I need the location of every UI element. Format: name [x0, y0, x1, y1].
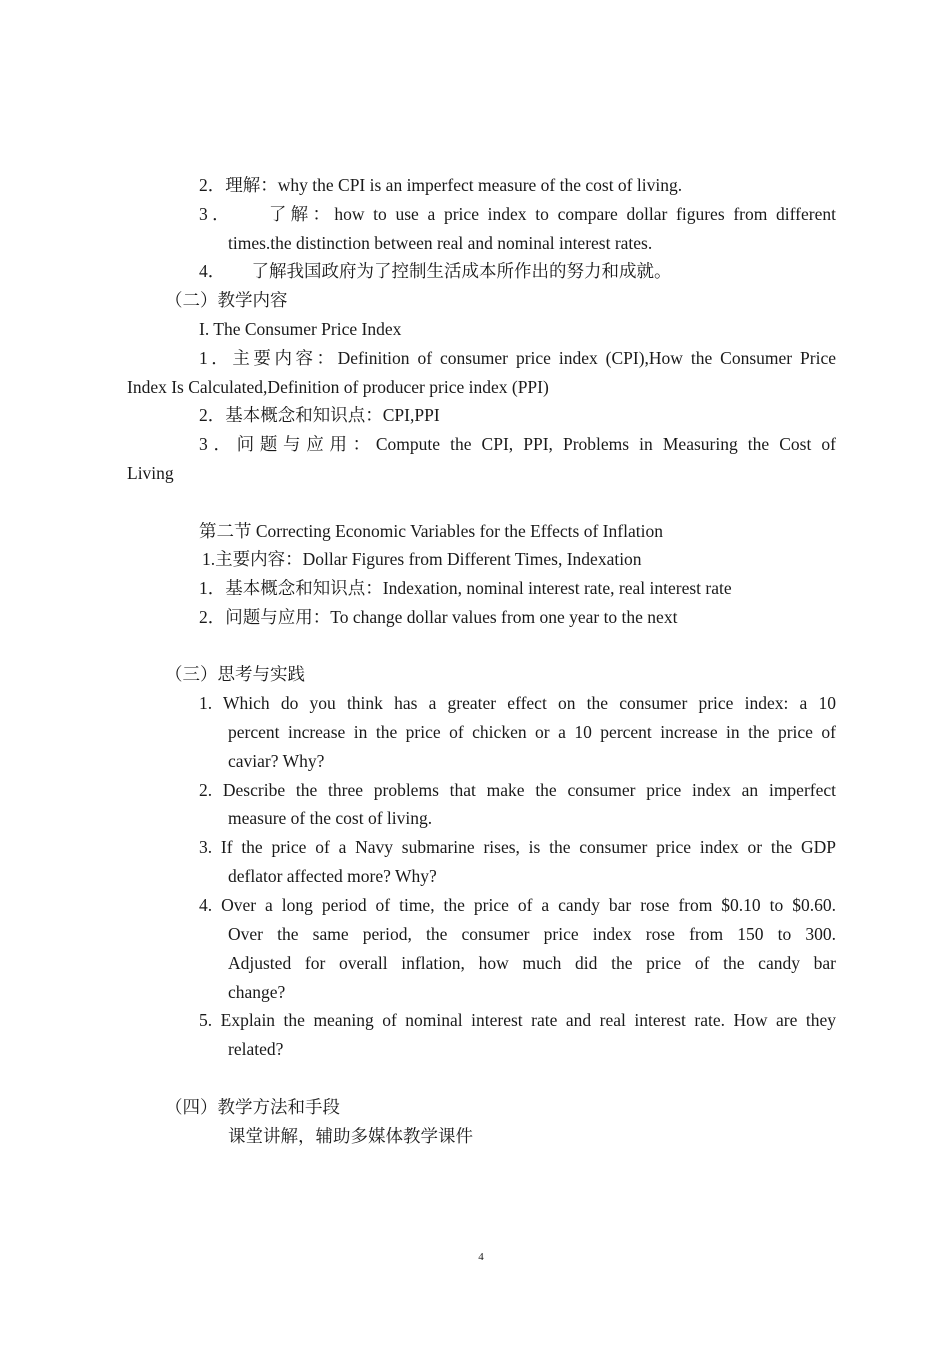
- question-2-line2: measure of the cost of living.: [228, 808, 433, 828]
- question-3-line1: 3. If the price of a Navy submarine rises, is the consumer price index or the GDP: [199, 837, 836, 857]
- main-content-line1: 1．主要内容：Definition of consumer price index (CPI),How the Consumer Price: [199, 348, 836, 368]
- section-four-content: 课堂讲解，辅助多媒体教学课件: [228, 1126, 473, 1146]
- concepts-line: 2．基本概念和知识点：CPI,PPI: [199, 405, 440, 425]
- question-3-line2: deflator affected more? Why?: [228, 866, 437, 886]
- question-5-line2: related?: [228, 1039, 284, 1059]
- objective-3-line1: 3． 了解：how to use a price index to compare dollar figures from different: [199, 204, 836, 224]
- application-line1: 3．问题与应用：Compute the CPI, PPI, Problems in Measuring the Cost of: [199, 434, 836, 454]
- objective-4: 4． 了解我国政府为了控制生活成本所作出的努力和成就。: [199, 261, 672, 281]
- section-three-heading: （三）思考与实践: [165, 664, 305, 684]
- objective-2: 2．理解：why the CPI is an imperfect measure of the cost of living.: [199, 175, 683, 195]
- objective-3-line2: times.the distinction between real and nominal interest rates.: [228, 233, 653, 253]
- section-two-heading: （二）教学内容: [165, 290, 288, 310]
- second-node-application: 2．问题与应用：To change dollar values from one year to the next: [199, 607, 678, 627]
- question-4-line3: Adjusted for overall inflation, how much did the price of the candy bar: [228, 953, 836, 973]
- question-1-line2: percent increase in the price of chicken or a 10 percent increase in the price of: [228, 722, 836, 742]
- main-content-line2: Index Is Calculated,Definition of producer price index (PPI): [127, 377, 549, 397]
- question-4-line2: Over the same period, the consumer price index rose from 150 to 300.: [228, 924, 836, 944]
- question-1-line1: 1. Which do you think has a greater effect on the consumer price index: a 10: [199, 693, 836, 713]
- second-node-concepts: 1．基本概念和知识点：Indexation, nominal interest rate, real interest rate: [199, 578, 732, 598]
- question-4-line4: change?: [228, 982, 286, 1002]
- section-four-heading: （四）教学方法和手段: [165, 1097, 340, 1117]
- question-1-line3: caviar? Why?: [228, 751, 325, 771]
- application-line2: Living: [127, 463, 174, 483]
- part-title: I. The Consumer Price Index: [199, 319, 402, 339]
- second-node-title: 第二节 Correcting Economic Variables for the Effects of Inflation: [199, 521, 663, 541]
- question-4-line1: 4. Over a long period of time, the price of a candy bar rose from $0.10 to $0.60.: [199, 895, 836, 915]
- second-node-main: 1.主要内容：Dollar Figures from Different Times, Indexation: [202, 549, 642, 569]
- page-number: 4: [478, 1251, 484, 1263]
- question-2-line1: 2. Describe the three problems that make the consumer price index an imperfect: [199, 780, 836, 800]
- question-5-line1: 5. Explain the meaning of nominal interest rate and real interest rate. How are they: [199, 1010, 836, 1030]
